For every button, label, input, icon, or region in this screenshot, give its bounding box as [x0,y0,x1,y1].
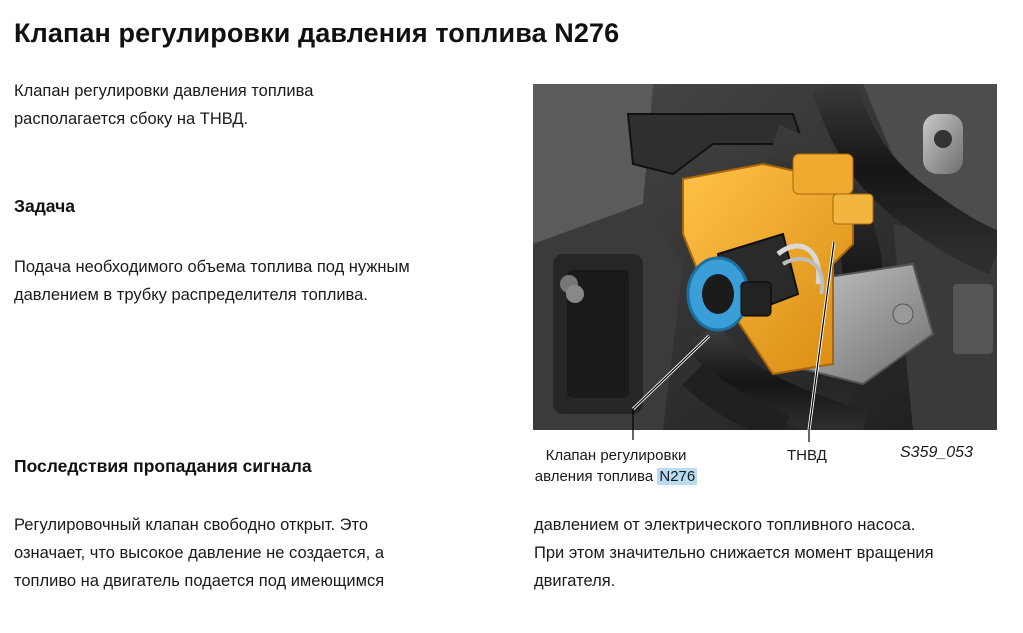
intro-text [14,77,313,133]
intro-line-2: располагается сбоку на ТНВД. [14,110,249,128]
signal-loss-col1-line-1: Регулировочный клапан свободно открыт. Это [14,516,369,534]
task-line-1: Подача необходимого объема топлива под нужным [14,258,410,276]
signal-loss-col1-line-2: означает, что высокое давление не создается, а [14,544,385,562]
engine-photo [533,84,997,430]
figure-code: S359_053 [900,444,973,461]
task-line-2: давлением в трубку распределителя топлива. [14,286,368,304]
signal-loss-col2-line-1: давлением от электрического топливного насоса. [534,516,916,534]
signal-loss-col1-line-3: топливо на двигатель подается под имеющимся [14,572,385,590]
signal-loss-text-col1 [14,511,384,595]
intro-line-1: Клапан регулировки давления топлива [14,82,314,100]
task-text [14,253,410,309]
signal-loss-heading: Последствия пропадания сигнала [14,456,312,476]
valve-caption-line-1: Клапан регулировки [545,447,687,464]
task-heading: Задача [14,196,75,216]
valve-caption [521,445,711,487]
pump-caption: ТНВД [787,447,827,464]
signal-loss-col2-line-2: При этом значительно снижается момент вращения [534,544,934,562]
valve-code-highlight: N276 [659,468,696,485]
signal-loss-col2-line-3: двигателя. [534,572,616,590]
valve-caption-line-2: авления топлива [534,468,658,485]
signal-loss-text-col2 [534,511,934,595]
page-title: Клапан регулировки давления топлива N276 [14,18,620,48]
